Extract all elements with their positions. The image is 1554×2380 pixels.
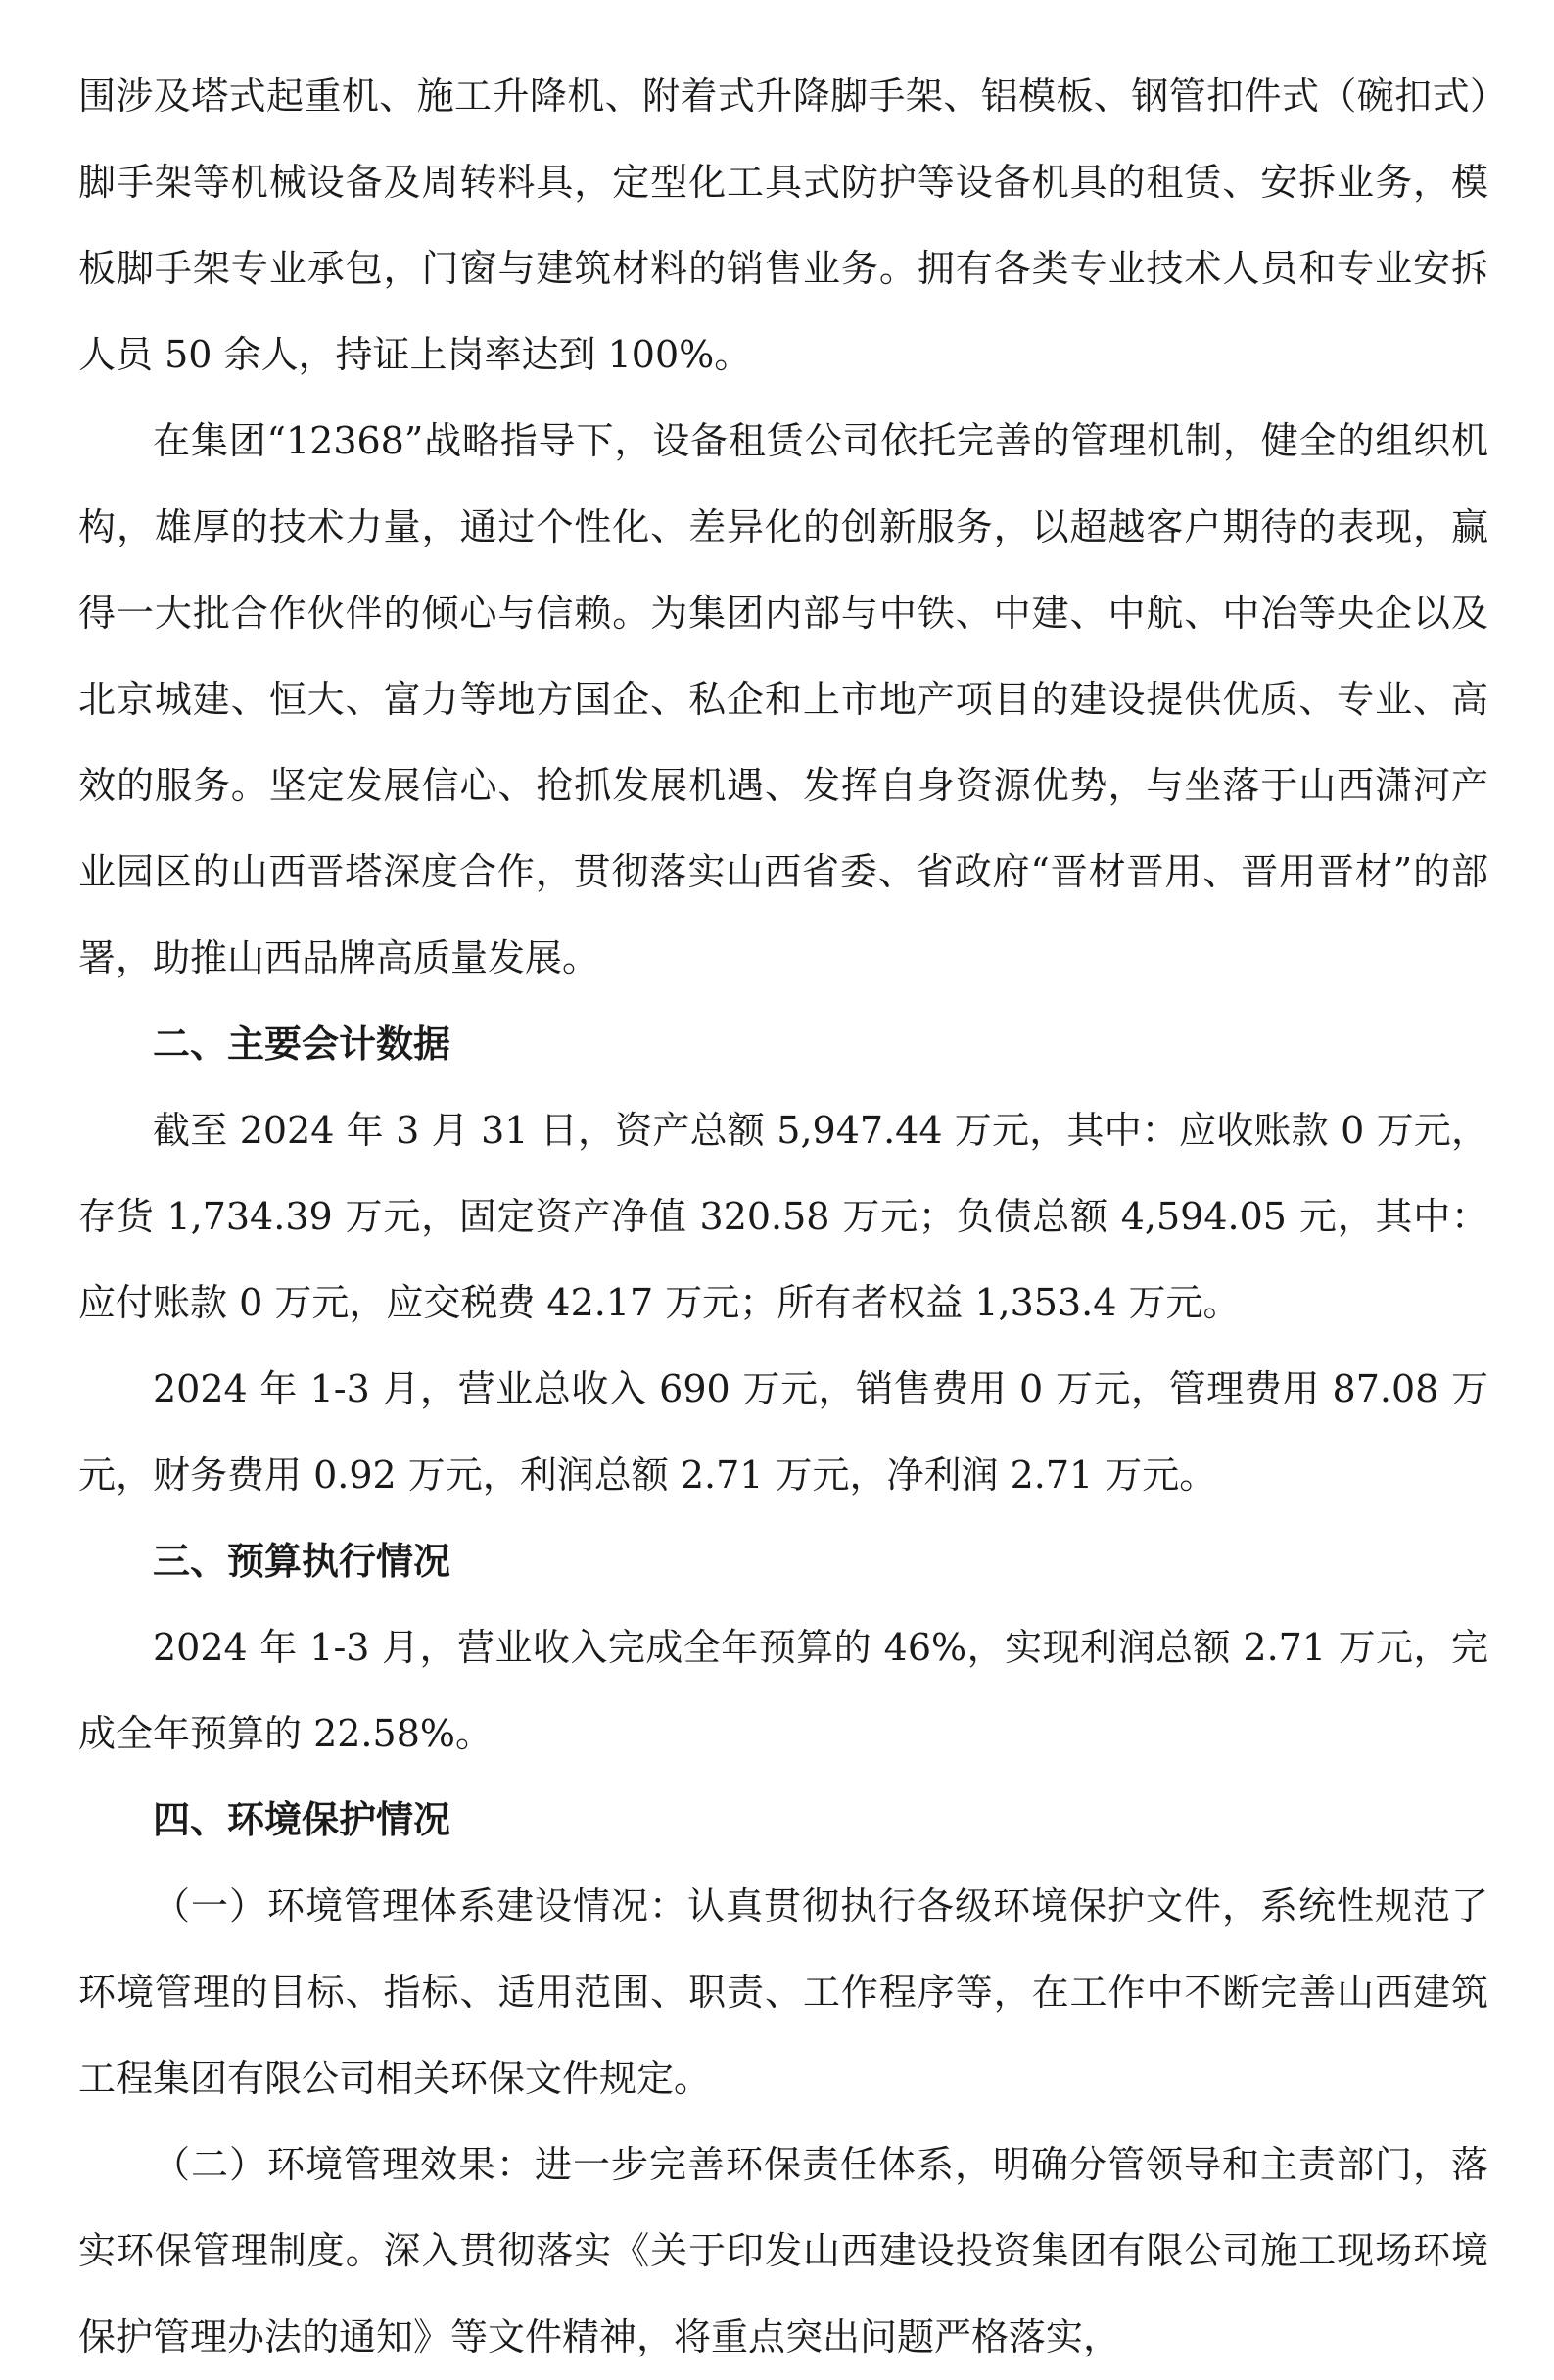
- paragraph-env-effect: （二）环境管理效果：进一步完善环保责任体系，明确分管领导和主责部门，落实环保管理制度。深入贯彻落实《关于印发山西建设投资集团有限公司施工现场环境保护管理办法的通知》等文件精神，将重点突出问题严格落实，: [78, 2143, 1488, 2358]
- paragraph-env-system: （一）环境管理体系建设情况：认真贯彻执行各级环境保护文件，系统性规范了环境管理的目标、指标、适用范围、职责、工作程序等，在工作中不断完善山西建筑工程集团有限公司相关环保文件规定。: [78, 1884, 1488, 2100]
- paragraph-strategy: 在集团“12368”战略指导下，设备租赁公司依托完善的管理机制，健全的组织机构，雄厚的技术力量，通过个性化、差异化的创新服务，以超越客户期待的表现，赢得一大批合作伙伴的倾心与信赖。为集团内部与中铁、中建、中航、中冶等央企以及北京城建、恒大、富力等地方国企、私企和上市地产项目的建设提供优质、专业、高效的服务。坚定发展信心、抢抓发展机遇、发挥自身资源优势，与坐落于山西潇河产业园区的山西晋塔深度合作，贯彻落实山西省委、省政府“晋材晋用、晋用晋材”的部署，助推山西品牌高质量发展。: [78, 419, 1488, 979]
- paragraph-income: 2024 年 1-3 月，营业总收入 690 万元，销售费用 0 万元，管理费用 87.08 万元，财务费用 0.92 万元，利润总额 2.71 万元，净利润 2.71 万元。: [78, 1367, 1488, 1497]
- heading-budget-execution: 三、预算执行情况: [153, 1540, 451, 1583]
- heading-accounting-data: 二、主要会计数据: [153, 1023, 451, 1066]
- paragraph-budget: 2024 年 1-3 月，营业收入完成全年预算的 46%，实现利润总额 2.71 万元，完成全年预算的 22.58%。: [78, 1626, 1488, 1755]
- paragraph-business-scope: 围涉及塔式起重机、施工升降机、附着式升降脚手架、铝模板、钢管扣件式（碗扣式）脚手架等机械设备及周转料具，定型化工具式防护等设备机具的租赁、安拆业务，模板脚手架专业承包，门窗与建筑材料的销售业务。拥有各类专业技术人员和专业安拆人员 50 余人，持证上岗率达到 100%。: [78, 74, 1488, 376]
- paragraph-balance-sheet: 截至 2024 年 3 月 31 日，资产总额 5,947.44 万元，其中：应收账款 0 万元，存货 1,734.39 万元，固定资产净值 320.58 万元；负债总额 4,594.05 元，其中：应付账款 0 万元，应交税费 42.17 万元；所有者权益 1,353.4 万元。: [78, 1109, 1488, 1324]
- document-body: [78, 53, 1488, 2380]
- heading-environmental-protection: 四、环境保护情况: [153, 1798, 451, 1841]
